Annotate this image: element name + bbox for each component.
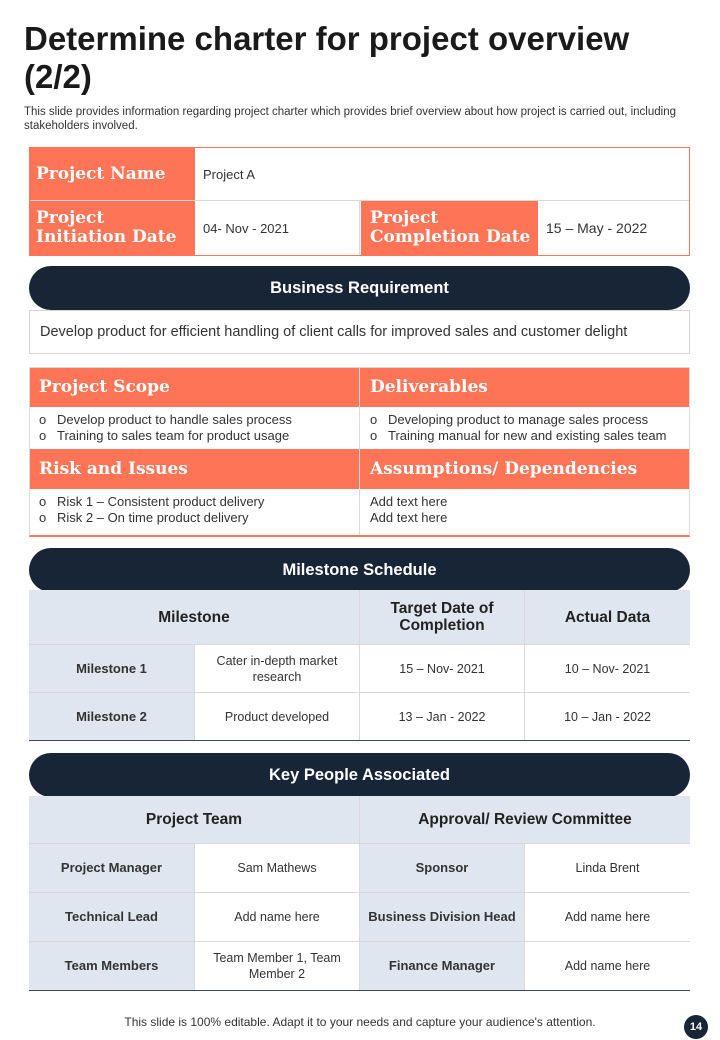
- scope-grid: [29, 367, 690, 537]
- sponsor-role: Sponsor: [360, 844, 525, 893]
- project-team-header: Project Team: [29, 796, 360, 844]
- page-title: Determine charter for project overview (2/2): [24, 20, 630, 95]
- technical-lead-role: Technical Lead: [29, 893, 195, 942]
- page-number: 14: [684, 1015, 708, 1039]
- deliverables-list: [360, 407, 690, 449]
- assumptions-header: Assumptions/ Dependencies: [360, 449, 690, 489]
- list-item: Add text here: [370, 494, 448, 509]
- project-name-label: Project Name: [30, 148, 195, 200]
- milestone-col-header: Milestone: [29, 590, 360, 645]
- list-item: o Risk 1 – Consistent product delivery: [39, 494, 359, 510]
- project-manager-role: Project Manager: [29, 844, 195, 893]
- milestone-2-label: Milestone 2: [29, 693, 195, 740]
- technical-lead-name: Add name here: [195, 893, 360, 942]
- milestone-schedule-header: Milestone Schedule: [29, 548, 690, 592]
- assumptions-list: [360, 489, 690, 531]
- key-people-header: Key People Associated: [29, 753, 690, 797]
- milestone-1-desc: Cater in-depth market research: [195, 645, 360, 693]
- risk-issues-header: Risk and Issues: [29, 449, 359, 489]
- business-requirement-text: Develop product for efficient handling of client calls for improved sales and customer delight: [29, 310, 690, 354]
- list-item: o Risk 2 – On time product delivery: [39, 510, 359, 526]
- project-manager-name: Sam Mathews: [195, 844, 360, 893]
- business-requirement-header: Business Requirement: [29, 266, 690, 310]
- milestone-2-actual: 10 – Jan - 2022: [525, 693, 690, 740]
- completion-date-value: 15 – May - 2022: [546, 220, 648, 236]
- initiation-date-value: 04- Nov - 2021: [195, 201, 360, 255]
- project-scope-header: Project Scope: [29, 367, 359, 407]
- finance-manager-role: Finance Manager: [360, 942, 525, 990]
- target-date-col-header: Target Date of Completion: [360, 590, 525, 645]
- actual-data-col-header: Actual Data: [525, 590, 690, 645]
- team-members-role: Team Members: [29, 942, 195, 990]
- project-dates-row: [30, 201, 689, 255]
- milestone-table: [29, 590, 690, 741]
- completion-date-label: Project Completion Date: [361, 201, 538, 255]
- risk-issues-list: [29, 489, 359, 531]
- milestone-1-target: 15 – Nov- 2021: [360, 645, 525, 693]
- list-item: o Developing product to manage sales process: [370, 412, 690, 428]
- business-division-head-role: Business Division Head: [360, 893, 525, 942]
- list-item: o Develop product to handle sales process: [39, 412, 359, 428]
- key-people-table: [29, 796, 690, 991]
- business-division-head-name: Add name here: [525, 893, 690, 942]
- page-subtitle: This slide provides information regarding project charter which provides brief overview about how project is carried out, including stakeholders involved.: [24, 106, 676, 132]
- approval-committee-header: Approval/ Review Committee: [360, 796, 690, 844]
- project-scope-list: [29, 407, 359, 449]
- initiation-date-label: Project Initiation Date: [30, 201, 195, 255]
- deliverables-header: Deliverables: [360, 367, 690, 407]
- sponsor-name: Linda Brent: [525, 844, 690, 893]
- finance-manager-name: Add name here: [525, 942, 690, 990]
- project-name-value: Project A: [203, 166, 256, 182]
- footer-note: This slide is 100% editable. Adapt it to your needs and capture your audience's attention.: [124, 1015, 596, 1029]
- list-item: o Training manual for new and existing sales team: [370, 428, 690, 444]
- team-members-names: Team Member 1, Team Member 2: [195, 942, 360, 990]
- project-info-table: [29, 147, 690, 256]
- milestone-2-target: 13 – Jan - 2022: [360, 693, 525, 740]
- list-item: o Training to sales team for product usage: [39, 428, 359, 444]
- list-item: Add text here: [370, 510, 448, 525]
- milestone-1-label: Milestone 1: [29, 645, 195, 693]
- project-name-row: [30, 148, 689, 201]
- milestone-2-desc: Product developed: [195, 693, 360, 740]
- scope-divider: [359, 367, 360, 537]
- milestone-1-actual: 10 – Nov- 2021: [525, 645, 690, 693]
